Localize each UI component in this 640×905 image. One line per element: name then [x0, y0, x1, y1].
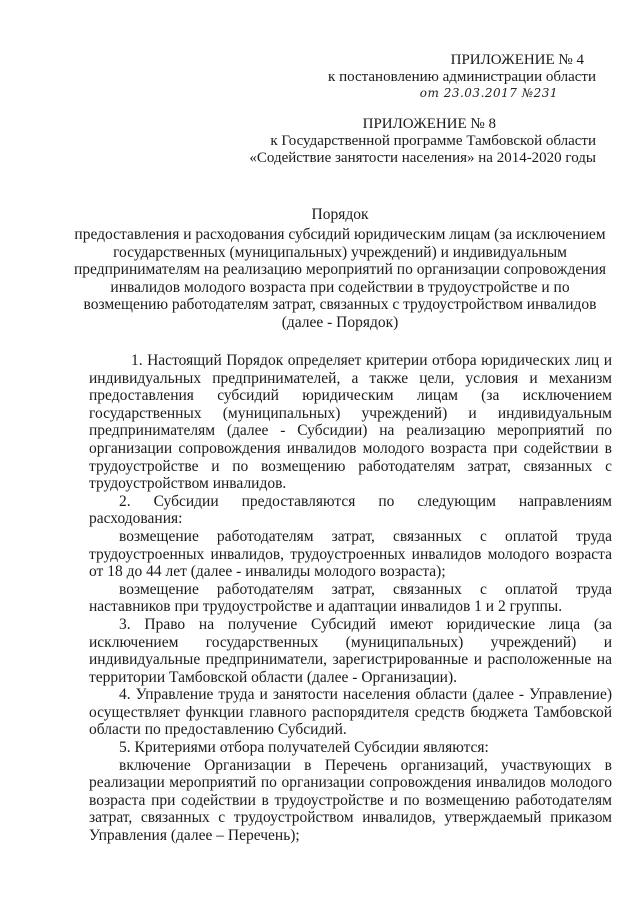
paragraph-2: 2. Субсидии предоставляются по следующим направлениям расходования: [89, 492, 612, 528]
paragraph-4: 4. Управление труда и занятости населения области (далее - Управление) осуществляет функции главного распорядителя средств бюджета Тамбовской области по предоставлению Субсидий. [89, 686, 612, 739]
paragraph-5-item-1: включение Организации в Перечень организаций, участвующих в реализации мероприятий по организации сопровождения инвалидов молодого возраста при содействии в трудоустройстве и по возмещению работодателям затрат, связанных с трудоустройством инвалидов, утверждаемый приказом Управления (далее – Перечень); [89, 756, 612, 845]
handwritten-date-number: от 23.03.2017 №231 [419, 86, 558, 100]
appendix-8-title: ПРИЛОЖЕНИЕ № 8 [362, 116, 496, 132]
appendix-4-block [328, 52, 596, 100]
document-body [89, 352, 612, 845]
appendix-8-line2: «Содействие занятости населения» на 2014-2020 годы [249, 150, 596, 166]
appendix-8-line1: к Государственной программе Тамбовской области [270, 133, 596, 149]
appendix-8-block [249, 116, 596, 167]
paragraph-2-item-2: возмещение работодателям затрат, связанных с оплатой труда наставников при трудоустройстве и адаптации инвалидов 1 и 2 группы. [89, 580, 612, 616]
paragraph-5: 5. Критериями отбора получателей Субсидии являются: [119, 739, 489, 757]
appendix-4-subtitle: к постановлению администрации области [328, 69, 596, 85]
heading-body: предоставления и расходования субсидий юридическим лицам (за исключением государственных (муниципальных) учреждений) и индивидуальным предпринимателям на реализацию мероприятий по организации сопровождения инвалидов молодого возраста при содействии в трудоустройстве и по возмещению работодателям затрат, связанных с трудоустройством инвалидов (далее - Порядок) [74, 226, 606, 331]
paragraph-3: 3. Право на получение Субсидий имеют юридические лица (за исключением государственных (муниципальных) учреждений) и индивидуальные предприниматели, зарегистрированные и расположенные на территории Тамбовской области (далее - Организации). [89, 615, 612, 686]
document-heading [70, 206, 610, 331]
heading-title: Порядок [311, 206, 369, 223]
appendix-4-title: ПРИЛОЖЕНИЕ № 4 [450, 52, 584, 68]
paragraph-1: 1. Настоящий Порядок определяет критерии отбора юридических лиц и индивидуальных предпринимателей, а также цели, условия и механизм предоставления субсидий юридическим лицам (за исключением государственных (муниципальных) учреждений) и индивидуальным предпринимателям (далее - Субсидии) на реализацию мероприятий по организации сопровождения инвалидов молодого возраста при содействии в трудоустройстве и по возмещению работодателям затрат, связанных с трудоустройством инвалидов. [89, 352, 612, 493]
paragraph-2-item-1: возмещение работодателям затрат, связанных с оплатой труда трудоустроенных инвалидов, трудоустроенных инвалидов молодого возраста от 18 до 44 лет (далее - инвалиды молодого возраста); [89, 527, 612, 581]
